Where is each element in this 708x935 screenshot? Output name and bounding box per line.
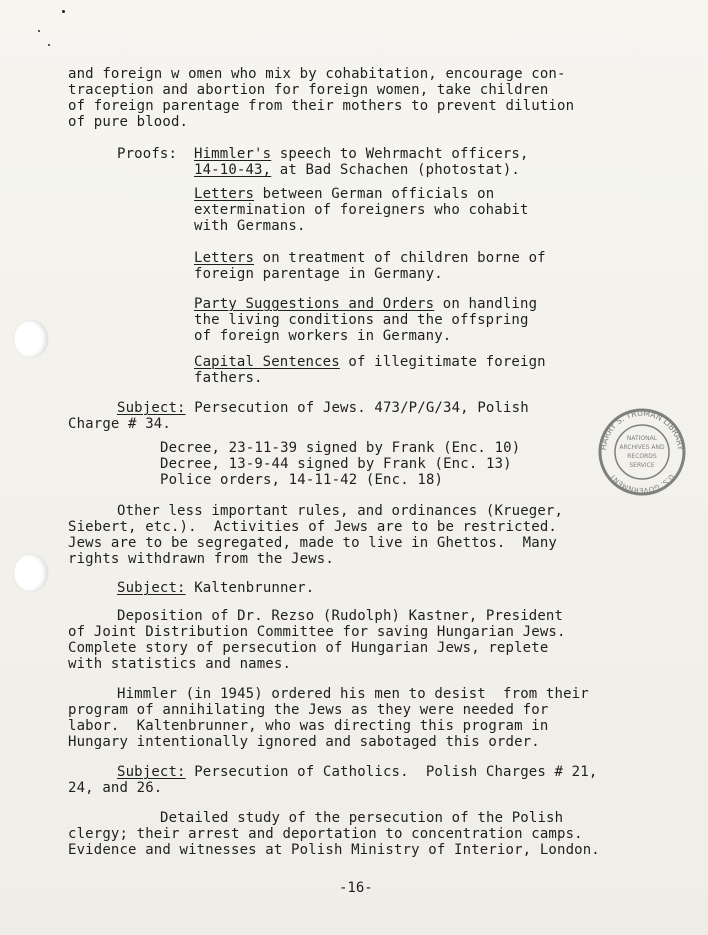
document-line: of pure blood. (68, 114, 189, 130)
line-text: on handling (434, 296, 538, 312)
line-text: on treatment of children borne of (254, 250, 546, 266)
underlined-text: Letters (194, 186, 255, 202)
document-line: of foreign parentage from their mothers to prevent dilution (68, 98, 575, 114)
document-line (194, 186, 494, 202)
document-line: of Joint Distribution Committee for saving Hungarian Jews. (68, 624, 566, 640)
document-line: with statistics and names. (68, 656, 292, 672)
document-line (194, 354, 546, 370)
document-line: Evidence and witnesses at Polish Ministry of Interior, London. (68, 842, 600, 858)
speck-mark (62, 10, 65, 13)
document-line (194, 250, 546, 266)
line-text: Persecution of Catholics. Polish Charges # 21, (185, 764, 598, 780)
document-line: traception and abortion for foreign women, take children (68, 82, 549, 98)
underlined-text: Capital Sentences (194, 354, 340, 370)
punch-hole-lower (14, 554, 48, 592)
underlined-text: Subject: (117, 400, 186, 416)
document-line: Decree, 23-11-39 signed by Frank (Enc. 10) (160, 440, 521, 456)
page-number: -16- (339, 880, 373, 896)
document-line: Decree, 13-9-44 signed by Frank (Enc. 13) (160, 456, 512, 472)
document-line: labor. Kaltenbrunner, who was directing this program in (68, 718, 549, 734)
stamp-center-line: RECORDS (627, 453, 657, 460)
underlined-text: 14-10-43, (194, 162, 272, 178)
document-line (194, 296, 537, 312)
document-line: rights withdrawn from the Jews. (68, 551, 334, 567)
document-line (117, 764, 597, 780)
speck-mark (48, 44, 50, 46)
document-line: Police orders, 14-11-42 (Enc. 18) (160, 472, 444, 488)
document-line: Other less important rules, and ordinances (Krueger, (117, 503, 564, 519)
document-line: and foreign w omen who mix by cohabitation, encourage con- (68, 66, 566, 82)
document-line (194, 146, 529, 162)
document-line: extermination of foreigners who cohabit (194, 202, 529, 218)
document-line: Deposition of Dr. Rezso (Rudolph) Kastner, President (117, 608, 564, 624)
stamp-center-line: ARCHIVES AND (619, 444, 665, 451)
line-text: Persecution of Jews. 473/P/G/34, Polish (185, 400, 529, 416)
line-text: speech to Wehrmacht officers, (271, 146, 529, 162)
line-text: of illegitimate foreign (339, 354, 546, 370)
stamp-center-line: NATIONAL (626, 435, 658, 442)
svg-text:U.S. GOVERNMENT (608, 472, 675, 494)
document-line: 24, and 26. (68, 780, 163, 796)
stamp-top-text: HARRY S. TRUMAN LIBRARY (598, 408, 686, 451)
line-text: at Bad Schachen (photostat). (271, 162, 521, 178)
document-line: Detailed study of the persecution of the Polish (160, 810, 564, 826)
line-text: Kaltenbrunner. (185, 580, 315, 596)
archive-stamp (596, 406, 688, 498)
document-line (194, 162, 520, 178)
line-text: between German officials on (254, 186, 495, 202)
document-line: fathers. (194, 370, 263, 386)
underlined-text: Subject: (117, 580, 186, 596)
document-line: of foreign workers in Germany. (194, 328, 452, 344)
document-line: Jews are to be segregated, made to live in Ghettos. Many (68, 535, 557, 551)
document-line: Proofs: (117, 146, 178, 162)
document-line: clergy; their arrest and deportation to concentration camps. (68, 826, 583, 842)
punch-hole-upper (14, 320, 48, 358)
underlined-text: Himmler's (194, 146, 272, 162)
document-line: Charge # 34. (68, 416, 171, 432)
document-line: foreign parentage in Germany. (194, 266, 443, 282)
document-line: Complete story of persecution of Hungarian Jews, replete (68, 640, 549, 656)
document-line (117, 580, 314, 596)
document-line (117, 400, 529, 416)
underlined-text: Party Suggestions and Orders (194, 296, 435, 312)
document-line: Siebert, etc.). Activities of Jews are to be restricted. (68, 519, 557, 535)
speck-mark (38, 30, 40, 32)
document-line: Himmler (in 1945) ordered his men to desist from their (117, 686, 589, 702)
document-line: the living conditions and the offspring (194, 312, 529, 328)
stamp-bottom-text: U.S. GOVERNMENT (608, 472, 676, 495)
document-line: program of annihilating the Jews as they were needed for (68, 702, 549, 718)
document-line: Hungary intentionally ignored and sabotaged this order. (68, 734, 540, 750)
stamp-center-line: SERVICE (629, 462, 655, 469)
document-line: with Germans. (194, 218, 306, 234)
underlined-text: Letters (194, 250, 255, 266)
underlined-text: Subject: (117, 764, 186, 780)
